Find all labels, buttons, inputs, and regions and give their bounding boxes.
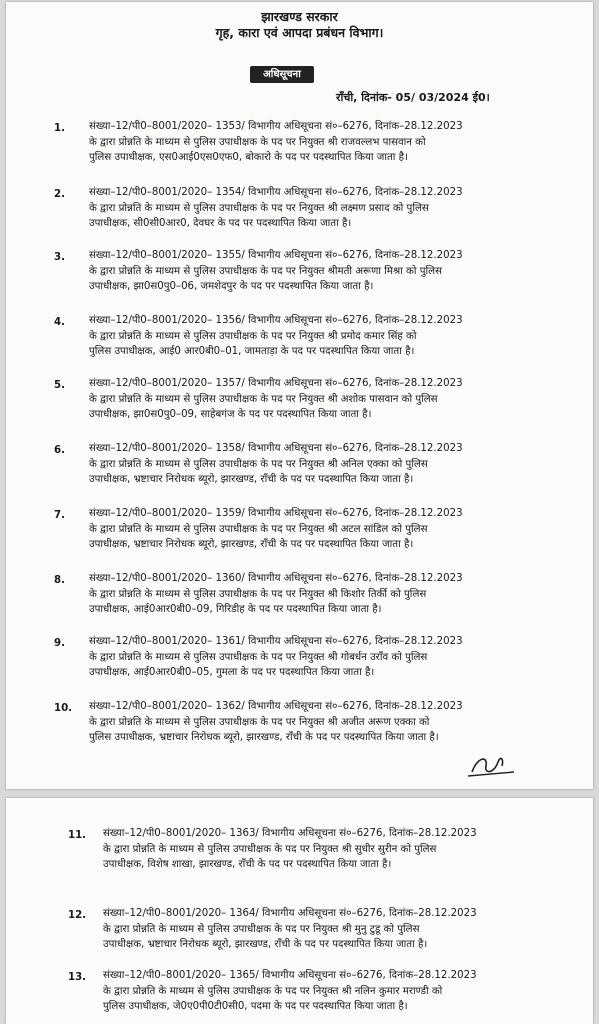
entry-line: उपाधीक्षक, भ्रष्टाचार निरोधक ब्यूरो, झारखण्ड, राँची के पद पर पदस्थापित किया जाता है। <box>89 474 414 485</box>
entry-line: संख्या–12/पी0–8001/2020– 1364/ विभागीय अधिसूचना सं०–6276, दिनांक–28.12.2023 <box>103 908 477 919</box>
entry-number: 12. <box>68 910 87 921</box>
entry-line: संख्या–12/पी0–8001/2020– 1362/ विभागीय अधिसूचना सं०–6276, दिनांक–28.12.2023 <box>89 701 463 712</box>
document-page-2 <box>6 798 593 1024</box>
signature-mark <box>464 750 518 780</box>
entry-line: संख्या–12/पी0–8001/2020– 1359/ विभागीय अधिसूचना सं०–6276, दिनांक–28.12.2023 <box>89 508 463 519</box>
entry-number: 7. <box>54 510 65 521</box>
entry-line: उपाधीक्षक, आई0आर0बी0–09, गिरिडीह के पद पर पदस्थापित किया जाता है। <box>89 604 382 615</box>
entry-line: के द्वारा प्रोन्नति के माध्यम से पुलिस उपाधीक्षक के पद पर नियुक्त श्री लक्ष्मण प्रसाद को पुलिस <box>89 202 429 214</box>
entry-line: के द्वारा प्रोन्नति के माध्यम से पुलिस उपाधीक्षक के पद पर नियुक्त श्री नलिन कुमार मराण्डी को <box>103 985 443 997</box>
entry-number: 13. <box>68 972 87 983</box>
entry-number: 3. <box>54 252 65 263</box>
entry-line: संख्या–12/पी0–8001/2020– 1365/ विभागीय अधिसूचना सं०–6276, दिनांक–28.12.2023 <box>103 970 477 981</box>
entry-line: उपाधीक्षक, विशेष शाखा, झारखण्ड, राँची के पद पर पदस्थापित किया जाता है। <box>103 859 392 870</box>
entry-number: 5. <box>54 380 65 391</box>
entry-line: संख्या–12/पी0–8001/2020– 1356/ विभागीय अधिसूचना सं०–6276, दिनांक–28.12.2023 <box>89 315 463 326</box>
entry-number: 10. <box>54 703 73 714</box>
entry-number: 6. <box>54 445 65 456</box>
entry-number: 1. <box>54 123 65 134</box>
entry-line: के द्वारा प्रोन्नति के माध्यम से पुलिस उपाधीक्षक के पद पर नियुक्त श्री अटल सांडिल को पुलिस <box>89 523 428 535</box>
entry-line: के द्वारा प्रोन्नति के माध्यम से पुलिस उपाधीक्षक के पद पर नियुक्त श्री गोबर्धन उराँव को पुलिस <box>89 651 428 663</box>
entry-line: के द्वारा प्रोन्नति के माध्यम से पुलिस उपाधीक्षक के पद पर नियुक्त श्री प्रमोद कमार सिंह को <box>89 330 417 342</box>
entry-line: उपाधीक्षक, भ्रष्टाचार निरोधक ब्यूरो, झारखण्ड, राँची के पद पर पदस्थापित किया जाता है। <box>103 939 428 950</box>
entry-line: उपाधीक्षक, सी0सी0आर0, देवघर के पद पर पदस्थापित किया जाता है। <box>89 218 352 229</box>
entry-line: पुलिस उपाधीक्षक, आई0 आर0बी0–01, जामताड़ा के पद पर पदस्थापित किया जाता है। <box>89 346 415 357</box>
entry-number: 2. <box>54 189 65 200</box>
entry-number: 8. <box>54 575 65 586</box>
document-page-1 <box>6 2 593 789</box>
date-line: राँची, दिनांक- 05/ 03/2024 ई0। <box>336 91 490 104</box>
department-name: गृह, कारा एवं आपदा प्रबंधन विभाग। <box>215 25 384 40</box>
entry-line: के द्वारा प्रोन्नति के माध्यम से पुलिस उपाधीक्षक के पद पर नियुक्त श्री अशोक पासवान को पुलिस <box>89 393 438 405</box>
entry-line: उपाधीक्षक, आई0आर0बी0–05, गुमला के पद पर पदस्थापित किया जाता है। <box>89 667 375 678</box>
entry-line: के द्वारा प्रोन्नति के माध्यम से पुलिस उपाधीक्षक के पद पर नियुक्त श्रीमती अरूणा मिश्रा को पुलिस <box>89 265 442 277</box>
entry-line: उपाधीक्षक, झा0स0पु0–06, जमशेदपुर के पद पर पदस्थापित किया जाता है। <box>89 281 374 292</box>
entry-line: उपाधीक्षक, भ्रष्टाचार निरोधक ब्यूरो, झारखण्ड, राँची के पद पर पदस्थापित किया जाता है। <box>89 539 414 550</box>
entry-line: के द्वारा प्रोन्नति के माध्यम से पुलिस उपाधीक्षक के पद पर नियुक्त श्री राजवल्लभ पासवान को <box>89 136 426 148</box>
entry-line: उपाधीक्षक, झा0स0पु0–09, साहेबगंज के पद पर पदस्थापित किया जाता है। <box>89 409 372 420</box>
entry-line: के द्वारा प्रोन्नति के माध्यम से पुलिस उपाधीक्षक के पद पर नियुक्त श्री अनिल एक्का को पुलिस <box>89 458 428 470</box>
entry-line: पुलिस उपाधीक्षक, जे0ए0पी0टी0सी0, पदमा के पद पर पदस्थापित किया जाता है। <box>103 1001 408 1012</box>
entry-line: के द्वारा प्रोन्नति के माध्यम से पुलिस उपाधीक्षक के पद पर नियुक्त श्री अजीत अरूण एक्का को <box>89 716 430 728</box>
entry-line: संख्या–12/पी0–8001/2020– 1358/ विभागीय अधिसूचना सं०–6276, दिनांक–28.12.2023 <box>89 443 463 454</box>
entry-line: संख्या–12/पी0–8001/2020– 1353/ विभागीय अधिसूचना सं०–6276, दिनांक–28.12.2023 <box>89 121 463 132</box>
government-name: झारखण्ड सरकार <box>261 9 338 24</box>
entry-number: 11. <box>68 830 87 841</box>
entry-line: के द्वारा प्रोन्नति के माध्यम से पुलिस उपाधीक्षक के पद पर नियुक्त श्री सुधीर सुरीन को पुलिस <box>103 843 437 855</box>
entry-line: पुलिस उपाधीक्षक, भ्रष्टाचार निरोधक ब्यूरो, झारखण्ड, राँची के पद पर पदस्थापित किया जाता है। <box>89 732 439 743</box>
entry-line: संख्या–12/पी0–8001/2020– 1357/ विभागीय अधिसूचना सं०–6276, दिनांक–28.12.2023 <box>89 378 463 389</box>
entry-line: संख्या–12/पी0–8001/2020– 1354/ विभागीय अधिसूचना सं०–6276, दिनांक–28.12.2023 <box>89 187 463 198</box>
entry-line: संख्या–12/पी0–8001/2020– 1361/ विभागीय अधिसूचना सं०–6276, दिनांक–28.12.2023 <box>89 636 463 647</box>
notification-title: अधिसूचना <box>250 66 314 83</box>
entry-line: संख्या–12/पी0–8001/2020– 1355/ विभागीय अधिसूचना सं०–6276, दिनांक–28.12.2023 <box>89 250 463 261</box>
entry-line: के द्वारा प्रोन्नति के माध्यम से पुलिस उपाधीक्षक के पद पर नियुक्त श्री किशोर तिर्की को पुलिस <box>89 588 427 600</box>
entry-line: संख्या–12/पी0–8001/2020– 1363/ विभागीय अधिसूचना सं०–6276, दिनांक–28.12.2023 <box>103 828 477 839</box>
entry-number: 9. <box>54 638 65 649</box>
entry-line: संख्या–12/पी0–8001/2020– 1360/ विभागीय अधिसूचना सं०–6276, दिनांक–28.12.2023 <box>89 573 463 584</box>
entry-number: 4. <box>54 317 65 328</box>
entry-line: के द्वारा प्रोन्नति के माध्यम से पुलिस उपाधीक्षक के पद पर नियुक्त श्री मुनु टुडू को पुलिस <box>103 923 420 935</box>
entry-line: पुलिस उपाधीक्षक, एस0आई0एस0एफ0, बोकारो के पद पर पदस्थापित किया जाता है। <box>89 152 408 163</box>
